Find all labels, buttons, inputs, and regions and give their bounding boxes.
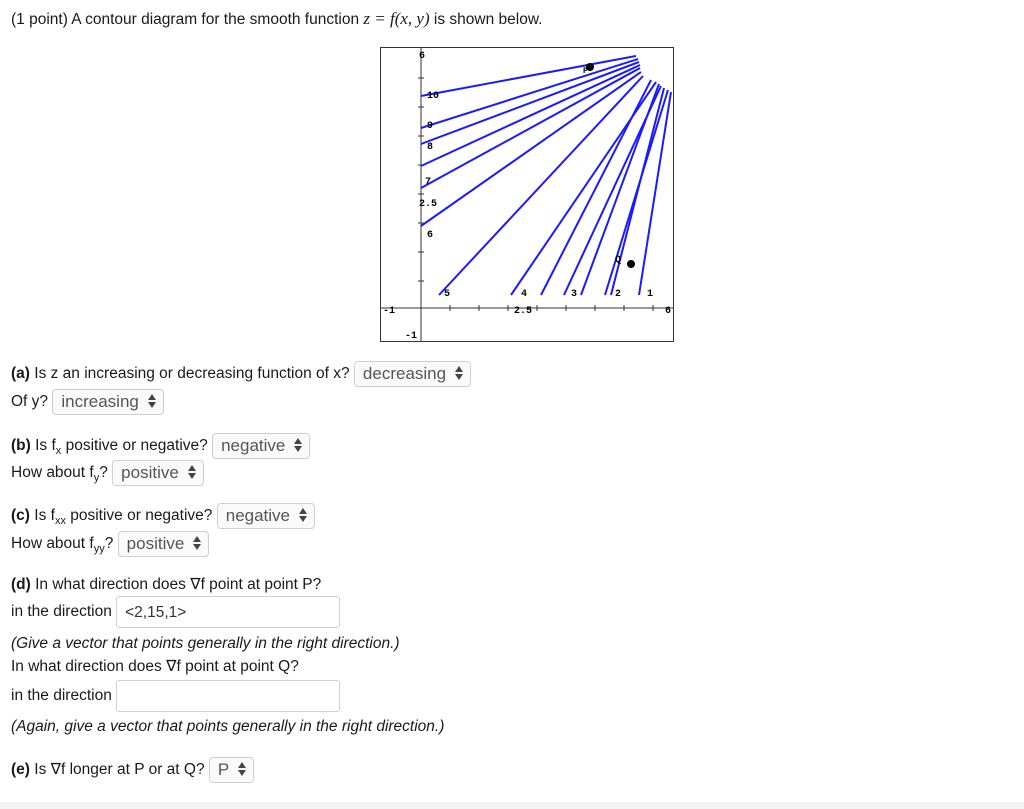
point-q-label: Q: [615, 255, 622, 266]
question-e: (e) Is ∇f longer at P or at Q? P: [11, 757, 254, 783]
select-arrows-icon: [293, 437, 303, 453]
qa-direction-select[interactable]: decreasing: [354, 361, 471, 387]
question-c-sub: How about $f_{yy}$? positive: [11, 531, 209, 559]
contour-svg: [381, 48, 673, 341]
y-mid-label: 2.5: [419, 199, 438, 210]
question-d-hint: (Give a vector that points generally in the right direction.): [11, 635, 400, 652]
contour-line-5: [421, 72, 641, 226]
qa-y-select[interactable]: increasing: [52, 389, 164, 415]
select-arrows-icon: [454, 365, 464, 381]
footer-bar: [0, 802, 1024, 809]
point-q-marker: [627, 260, 635, 268]
question-d-q: In what direction does ∇f point at point Q?: [11, 658, 299, 675]
contour-label-9: 9: [427, 121, 434, 132]
problem-header: (1 point) A contour diagram for the smooth function z = f(x, y) is shown below.: [11, 9, 543, 28]
y-max-label: 6: [419, 51, 426, 62]
contour-diagram: [380, 47, 674, 342]
qc-fyy-select[interactable]: positive: [118, 531, 210, 557]
question-b: (b) Is $f_x$ positive or negative? negative: [11, 433, 310, 461]
question-a: (a) Is z an increasing or decreasing function of x? decreasing: [11, 361, 471, 387]
contour-label-3: 3: [571, 289, 578, 300]
contour-label-2: 2: [615, 289, 622, 300]
contour-lines: [421, 56, 671, 295]
select-arrows-icon: [147, 393, 157, 409]
question-d-hint2: (Again, give a vector that points generally in the right direction.): [11, 718, 445, 735]
contour-label-1: 1: [647, 289, 654, 300]
gradient-q-input[interactable]: [116, 680, 340, 712]
contour-line-6: [439, 76, 643, 295]
contour-label-6: 6: [427, 230, 434, 241]
question-a-sub: Of y? increasing: [11, 389, 164, 415]
select-arrows-icon: [298, 507, 308, 523]
y-min-label: -1: [405, 331, 418, 341]
question-d-q-row: in the direction: [11, 680, 340, 712]
question-c: (c) Is $f_{xx}$ positive or negative? negative: [11, 503, 315, 531]
contour-line-2: [421, 62, 639, 144]
select-arrows-icon: [187, 464, 197, 480]
function-expression: z = f(x, y): [363, 9, 430, 28]
question-d-p-row: in the direction <2,15,1>: [11, 596, 340, 628]
point-p-label: P: [583, 67, 588, 76]
question-b-sub: How about $f_y$? positive: [11, 460, 204, 488]
select-arrows-icon: [192, 535, 202, 551]
question-d: (d) In what direction does ∇f point at point P?: [11, 576, 322, 593]
contour-line-4: [421, 68, 640, 188]
x-max-label: 6: [665, 306, 672, 317]
qb-fy-select[interactable]: positive: [112, 460, 204, 486]
qe-longer-select[interactable]: P: [209, 757, 254, 783]
gradient-p-input[interactable]: <2,15,1>: [116, 596, 340, 628]
qc-fxx-select[interactable]: negative: [217, 503, 315, 529]
select-arrows-icon: [237, 761, 247, 777]
contour-label-10: 10: [427, 91, 440, 102]
qb-fx-select[interactable]: negative: [212, 433, 310, 459]
contour-label-5: 5: [444, 289, 451, 300]
contour-label-8: 8: [427, 142, 434, 153]
contour-label-4: 4: [521, 289, 528, 300]
x-min-label: -1: [383, 306, 396, 317]
x-mid-label: 2.5: [514, 306, 533, 317]
contour-label-7: 7: [425, 177, 432, 188]
